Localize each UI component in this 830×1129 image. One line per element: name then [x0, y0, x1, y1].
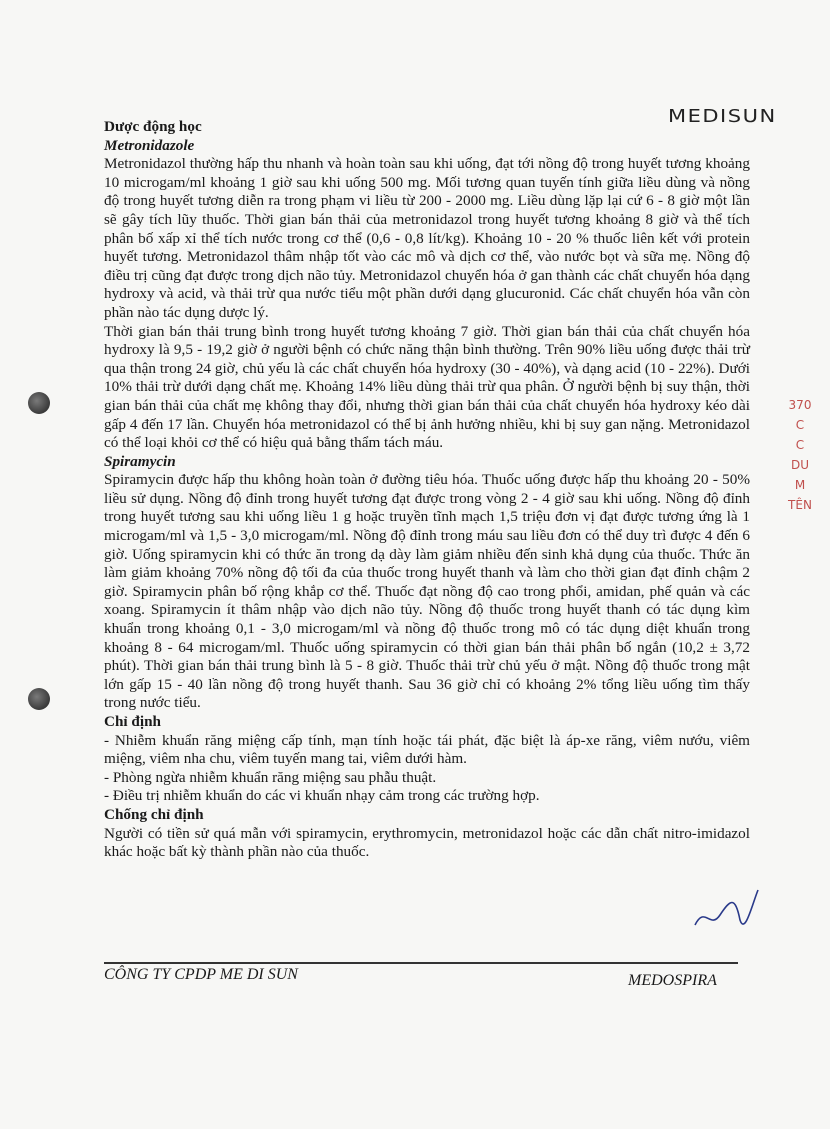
footer-divider [104, 962, 738, 964]
section-heading: Metronidazole [104, 136, 195, 154]
paragraph: - Nhiễm khuẩn răng miệng cấp tính, mạn tính hoặc tái phát, đặc biệt là áp-xe răng, viêm nướu, viêm miệng, viêm nha chu, viêm tuyến mang tai, viêm dưới hàm. [104, 731, 750, 768]
stamp-text: C [795, 418, 805, 432]
punch-hole-icon [28, 688, 50, 710]
paragraph: Người có tiền sử quá mẫn với spiramycin, erythromycin, metronidazol hoặc các dẫn chất nitro-imidazol khác hoặc bất kỳ thành phần nào của thuốc. [104, 824, 750, 861]
stamp-text: 370 [788, 398, 812, 412]
document-body [104, 118, 750, 862]
stamp-text: DU [790, 458, 810, 472]
medisun-logo: MEDISUN [668, 106, 777, 127]
section-heading: Dược động học [104, 118, 202, 135]
section-heading: Spiramycin [104, 452, 176, 470]
punch-hole-icon [28, 392, 50, 414]
stamp-text: C [795, 438, 805, 452]
section-heading: Chỉ định [104, 713, 161, 730]
signature-icon [690, 885, 760, 945]
paragraph: - Điều trị nhiễm khuẩn do các vi khuẩn nhạy cảm trong các trường hợp. [104, 787, 540, 805]
paragraph: Thời gian bán thải trung bình trong huyết tương khoảng 7 giờ. Thời gian bán thải của chất chuyển hóa hydroxy là 9,5 - 19,2 giờ ở người bệnh có chức năng thận bình thường. Trên 90% liều uống được thải trừ qua thận trong 24 giờ, chủ yếu là các chất chuyển hóa hydroxy (30 - 40%), và dạng acid (10 - 22%). Dưới 10% thải trừ dưới dạng chất mẹ. Khoảng 14% liều dùng thải trừ qua phân. Ở người bệnh bị suy thận, thời gian bán thải của chất mẹ không thay đổi, nhưng thời gian bán thải của chất chuyển hóa hydroxy kéo dài gấp 4 đến 17 lần. Chuyển hóa metronidazol có thể bị ảnh hưởng nhiều, khi bị suy gan nặng. Metronidazol có thể loại khỏi cơ thể có hiệu quả bằng thẩm tách máu. [104, 322, 750, 452]
paragraph: Spiramycin được hấp thu không hoàn toàn ở đường tiêu hóa. Thuốc uống được hấp thu khoảng 20 - 50% liều sử dụng. Nồng độ đỉnh trong huyết tương đạt được trong vòng 2 - 4 giờ sau khi uống. Nồng độ đỉnh trong huyết tương sau khi uống liều 1 g hoặc truyền tĩnh mạch 1,5 triệu đơn vị đạt được tương ứng là 1 microgam/ml và 1,5 - 3,0 microgam/ml. Nồng độ đỉnh trong máu sau liều đơn có thể duy trì được 4 đến 6 giờ. Uống spiramycin khi có thức ăn trong dạ dày làm giảm nhiều đến sinh khả dụng của thuốc. Thức ăn làm giảm khoảng 70% nồng độ tối đa của thuốc trong huyết thanh và làm cho thời gian đạt đỉnh chậm 2 giờ. Spiramycin phân bố rộng khắp cơ thể. Thuốc đạt nồng độ cao trong phổi, amidan, phế quản và các xoang. Spiramycin ít thâm nhập vào dịch não tủy. Nồng độ thuốc trong huyết thanh có tác dụng kìm khuẩn trong khoảng 0,1 - 3,0 microgam/ml và nồng độ thuốc trong mô có tác dụng diệt khuẩn trong khoảng 8 - 64 microgam/ml. Thuốc uống spiramycin có thời gian bán thải phân bố ngắn (10,2 ± 3,72 phút). Thời gian bán thải trung bình là 5 - 8 giờ. Thuốc thải trừ chủ yếu ở mật. Nồng độ thuốc trong mật lớn gấp 15 - 40 lần nồng độ trong huyết thanh. Sau 36 giờ chỉ có khoảng 2% tổng liều uống tìm thấy trong nước tiểu. [104, 471, 750, 712]
paragraph: Metronidazol thường hấp thu nhanh và hoàn toàn sau khi uống, đạt tới nồng độ trong huyết tương khoảng 10 microgam/ml khoảng 1 giờ sau khi uống 500 mg. Mối tương quan tuyến tính giữa liều dùng và nồng độ trong huyết tương diễn ra trong phạm vi liều từ 200 - 2000 mg. Liều dùng lặp lại cứ 6 - 8 giờ một lần sẽ gây tích lũy thuốc. Thời gian bán thải của metronidazol trong huyết tương khoảng 8 giờ và thể tích phân bố xấp xỉ thể tích nước trong cơ thể (0,6 - 0,8 lít/kg). Khoảng 10 - 20 % thuốc liên kết với protein huyết tương. Metronidazol thâm nhập tốt vào các mô và dịch cơ thể, vào nước bọt và sữa mẹ. Nồng độ điều trị cũng đạt được trong dịch não tủy. Metronidazol chuyển hóa ở gan thành các chất chuyển hóa dạng hydroxy và acid, và thải trừ qua nước tiểu một phần dưới dạng glucuronid. Các chất chuyển hóa vẫn còn phần nào tác dụng dược lý. [104, 155, 750, 321]
product-name: MEDOSPIRA [628, 972, 717, 989]
section-heading: Chống chỉ định [104, 805, 204, 823]
stamp-text: M [794, 478, 806, 492]
stamp-fragment [770, 395, 830, 555]
stamp-text: TÊN [788, 498, 812, 512]
company-name: CÔNG TY CPDP ME DI SUN [104, 966, 298, 983]
paragraph: - Phòng ngừa nhiễm khuẩn răng miệng sau phẫu thuật. [104, 768, 437, 786]
